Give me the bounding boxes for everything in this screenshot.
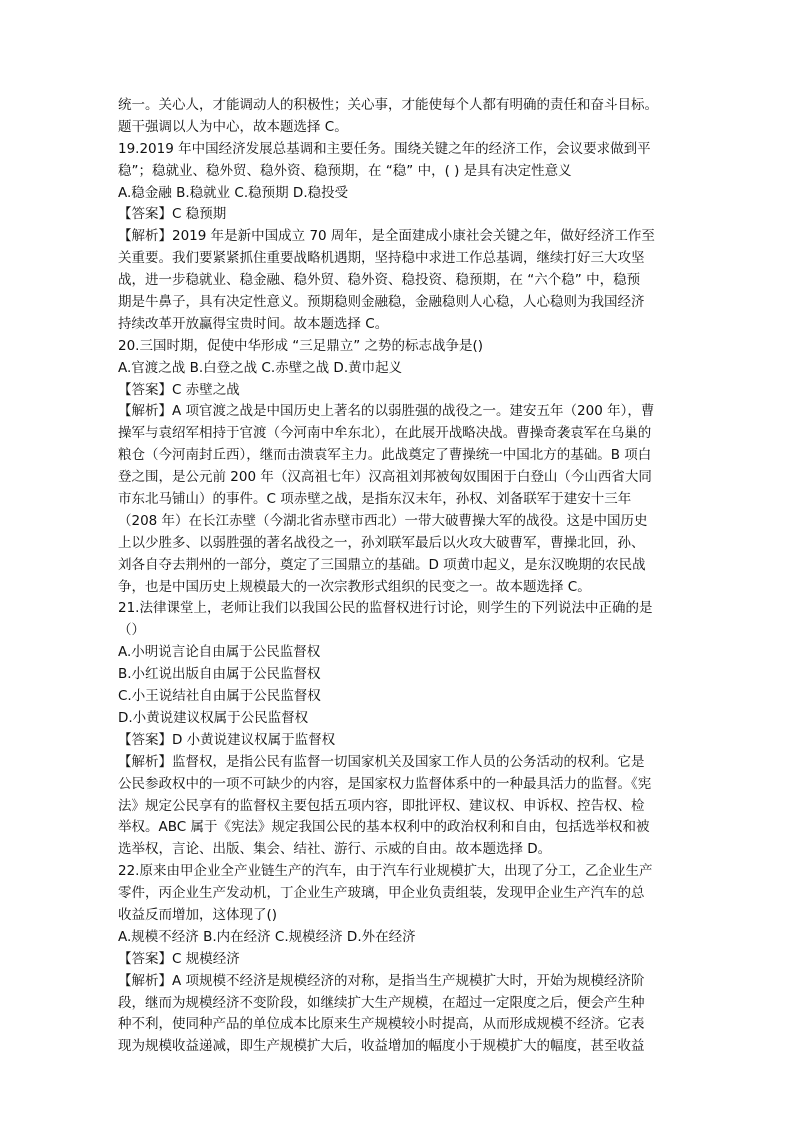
question-22-analysis: 【解析】A 项规模不经济是规模经济的对称，是指当生产规模扩大时，开始为规模经济阶 xyxy=(118,972,645,989)
question-20-analysis: 刘各自夺去荆州的一部分，奠定了三国鼎立的基础。D 项黄巾起义，是东汉晚期的农民战 xyxy=(118,556,646,573)
question-22-stem: 22.原来由甲企业全产业链生产的汽车，由于汽车行业规模扩大，出现了分工，乙企业生产 xyxy=(118,863,653,880)
question-20-answer: 【答案】C 赤壁之战 xyxy=(118,381,240,398)
question-21-analysis: 举权。ABC 属于《宪法》规定我国公民的基本权利中的政治权利和自由，包括选举权和被 xyxy=(118,819,650,836)
question-22-analysis: 现为规模收益递减，即生产规模扩大后，收益增加的幅度小于规模扩大的幅度，甚至收益 xyxy=(118,1038,645,1055)
question-22-analysis: 段，继而为规模经济不变阶段，如继续扩大生产规模，在超过一定限度之后，便会产生种 xyxy=(118,994,645,1011)
question-19-analysis: 期是牛鼻子，具有决定性意义。预期稳则金融稳，金融稳则人心稳，人心稳则为我国经济 xyxy=(118,294,645,311)
question-20-options: A.官渡之战 B.白登之战 C.赤壁之战 D.黄巾起义 xyxy=(118,359,403,376)
question-19-answer: 【答案】C 稳预期 xyxy=(118,206,227,223)
question-20-analysis: 登之围，是公元前 200 年（汉高祖七年）汉高祖刘邦被匈奴围困于白登山（今山西省大同 xyxy=(118,469,652,486)
question-21-analysis: 选举权，言论、出版、集会、结社、游行、示威的自由。故本题选择 D。 xyxy=(118,841,552,858)
question-21-option: B.小红说出版自由属于公民监督权 xyxy=(118,666,321,683)
document-page xyxy=(118,95,678,1058)
question-19-analysis: 关重要。我们要紧紧抓住重要战略机遇期，坚持稳中求进工作总基调，继续打好三大攻坚 xyxy=(118,250,645,267)
text-line: 题干强调以人为中心，故本题选择 C。 xyxy=(118,118,348,135)
question-22-stem: 零件，丙企业生产发动机，丁企业生产玻璃，甲企业负责组装，发现甲企业生产汽车的总 xyxy=(118,885,645,902)
question-20-analysis: （208 年）在长江赤壁（今湖北省赤壁市西北）一带大破曹操大军的战役。这是中国历史 xyxy=(118,512,648,529)
question-19-options: A.稳金融 B.稳就业 C.稳预期 D.稳投受 xyxy=(118,184,349,201)
text-line: 统一。关心人，才能调动人的积极性；关心事，才能使每个人都有明确的责任和奋斗目标。 xyxy=(118,97,658,113)
question-19-analysis: 【解析】2019 年是新中国成立 70 周年，是全面建成小康社会关键之年，做好经济工作至 xyxy=(118,228,655,245)
question-22-stem: 收益反而增加，这体现了() xyxy=(118,906,278,923)
question-20-analysis: 操军与袁绍军相持于官渡（今河南中牟东北），在此展开战略决战。曹操奇袭袁军在乌巢的 xyxy=(118,425,652,442)
question-21-option: D.小黄说建议权属于公民监督权 xyxy=(118,709,309,726)
question-20-analysis: 上以少胜多、以弱胜强的著名战役之一，孙刘联军最后以火攻大破曹军，曹操北回，孙、 xyxy=(118,534,645,551)
question-20-stem: 20.三国时期，促使中华形成 “三足鼎立” 之势的标志战争是() xyxy=(118,337,484,354)
question-22-options: A.规模不经济 B.内在经济 C.规模经济 D.外在经济 xyxy=(118,928,416,945)
question-21-stem: （） xyxy=(118,622,145,639)
question-21-option: A.小明说言论自由属于公民监督权 xyxy=(118,644,321,661)
question-20-analysis: 争，也是中国历史上规模最大的一次宗教形式组织的民变之一。故本题选择 C。 xyxy=(118,578,591,595)
question-21-answer: 【答案】D 小黄说建议权属于监督权 xyxy=(118,731,336,748)
question-19-stem: 19.2019 年中国经济发展总基调和主要任务。围绕关键之年的经济工作，会议要求做到平 xyxy=(118,140,651,157)
question-21-analysis: 法》规定公民享有的监督权主要包括五项内容，即批评权、建议权、申诉权、控告权、检 xyxy=(118,797,645,814)
question-20-analysis: 市东北马铺山）的事件。C 项赤壁之战，是指东汉末年，孙权、刘备联军于建安十三年 xyxy=(118,491,632,508)
question-19-stem: 稳”；稳就业、稳外贸、稳外资、稳预期，在 “稳” 中，( ) 是具有决定性意义 xyxy=(118,162,572,179)
question-21-analysis: 【解析】监督权，是指公民有监督一切国家机关及国家工作人员的公务活动的权利。它是 xyxy=(118,753,645,770)
question-20-analysis: 【解析】A 项官渡之战是中国历史上著名的以弱胜强的战役之一。建安五年（200 年），曹 xyxy=(118,403,655,420)
question-22-analysis: 种不利，使同种产品的单位成本比原来生产规模较小时提高，从而形成规模不经济。它表 xyxy=(118,1016,645,1033)
question-22-answer: 【答案】C 规模经济 xyxy=(118,950,240,967)
question-19-analysis: 战，进一步稳就业、稳金融、稳外贸、稳外资、稳投资、稳预期，在 “六个稳” 中，稳预 xyxy=(118,272,641,289)
question-20-analysis: 粮仓（今河南封丘西），继而击溃袁军主力。此战奠定了曹操统一中国北方的基础。B 项白 xyxy=(118,447,652,464)
question-21-option: C.小王说结社自由属于公民监督权 xyxy=(118,688,321,705)
question-21-analysis: 公民参政权中的一项不可缺少的内容，是国家权力监督体系中的一种最具活力的监督。《宪 xyxy=(118,775,652,792)
question-21-stem: 21.法律课堂上，老师让我们以我国公民的监督权进行讨论，则学生的下列说法中正确的是 xyxy=(118,600,653,617)
question-19-analysis: 持续改革开放赢得宝贵时间。故本题选择 C。 xyxy=(118,315,389,332)
